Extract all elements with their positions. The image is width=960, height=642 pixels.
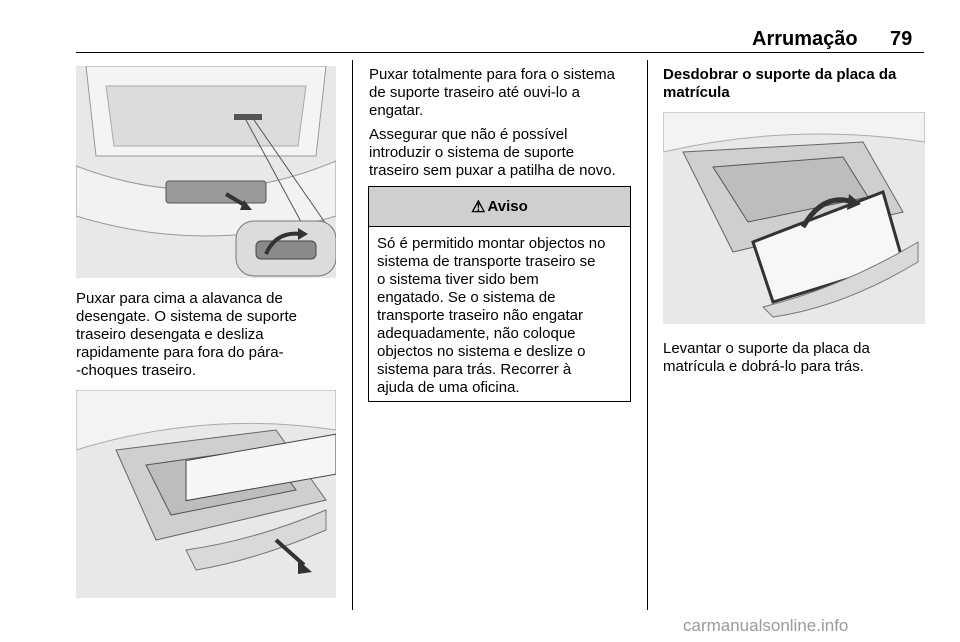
text-line: transporte traseiro não engatar [377, 307, 583, 324]
text-line: engatar. [369, 102, 424, 119]
text-line: Só é permitido montar objectos no [377, 235, 606, 252]
text-line: adequadamente, não coloque [377, 325, 576, 342]
instruction-paragraph-pull-out [369, 66, 639, 120]
warning-box [368, 186, 631, 402]
heading-line: Desdobrar o suporte da placa da [663, 66, 897, 83]
text-line: Assegurar que não é possível [369, 126, 568, 143]
warning-title: Aviso [487, 198, 528, 215]
text-line: o sistema tiver sido bem [377, 271, 539, 288]
warning-body [369, 227, 630, 397]
instruction-paragraph-check [369, 126, 639, 180]
plate-holder-drawing [663, 112, 925, 324]
text-line: Puxar totalmente para fora o sistema [369, 66, 615, 83]
text-line: introduzir o sistema de suporte [369, 144, 575, 161]
bumper-lever-drawing [76, 66, 336, 278]
warning-triangle-icon: ⚠ [471, 198, 486, 216]
text-line: sistema de transporte traseiro se [377, 253, 596, 270]
text-line: ajuda de uma oficina. [377, 379, 520, 396]
illustration-release-lever [76, 66, 336, 278]
section-title: Arrumação [752, 28, 858, 50]
carrier-extended-drawing [76, 390, 336, 598]
text-line: traseiro sem puxar a patilha de novo. [369, 162, 616, 179]
text-line: -choques traseiro. [76, 362, 197, 379]
page-number: 79 [890, 28, 913, 50]
heading-line: matrícula [663, 84, 730, 101]
text-line: traseiro desengata e desliza [76, 326, 264, 343]
instruction-paragraph-fold [663, 340, 928, 376]
section-heading-license-plate [663, 66, 928, 102]
header-rule [76, 52, 924, 53]
column-divider-right [647, 60, 648, 610]
instruction-paragraph-release [76, 290, 344, 380]
text-line: rapidamente para fora do pára- [76, 344, 284, 361]
illustration-carrier-extended [76, 390, 336, 598]
text-line: engatado. Se o sistema de [377, 289, 556, 306]
warning-header [369, 187, 630, 227]
text-line: matrícula e dobrá-lo para trás. [663, 358, 864, 375]
watermark: carmanualsonline.info [683, 616, 849, 635]
text-line: sistema para trás. Recorrer à [377, 361, 572, 378]
text-line: Puxar para cima a alavanca de [76, 290, 283, 307]
text-line: desengate. O sistema de suporte [76, 308, 297, 325]
text-line: objectos no sistema e deslize o [377, 343, 586, 360]
column-divider-left [352, 60, 353, 610]
illustration-license-plate-holder [663, 112, 925, 324]
text-line: Levantar o suporte da placa da [663, 340, 870, 357]
text-line: de suporte traseiro até ouvi-lo a [369, 84, 580, 101]
